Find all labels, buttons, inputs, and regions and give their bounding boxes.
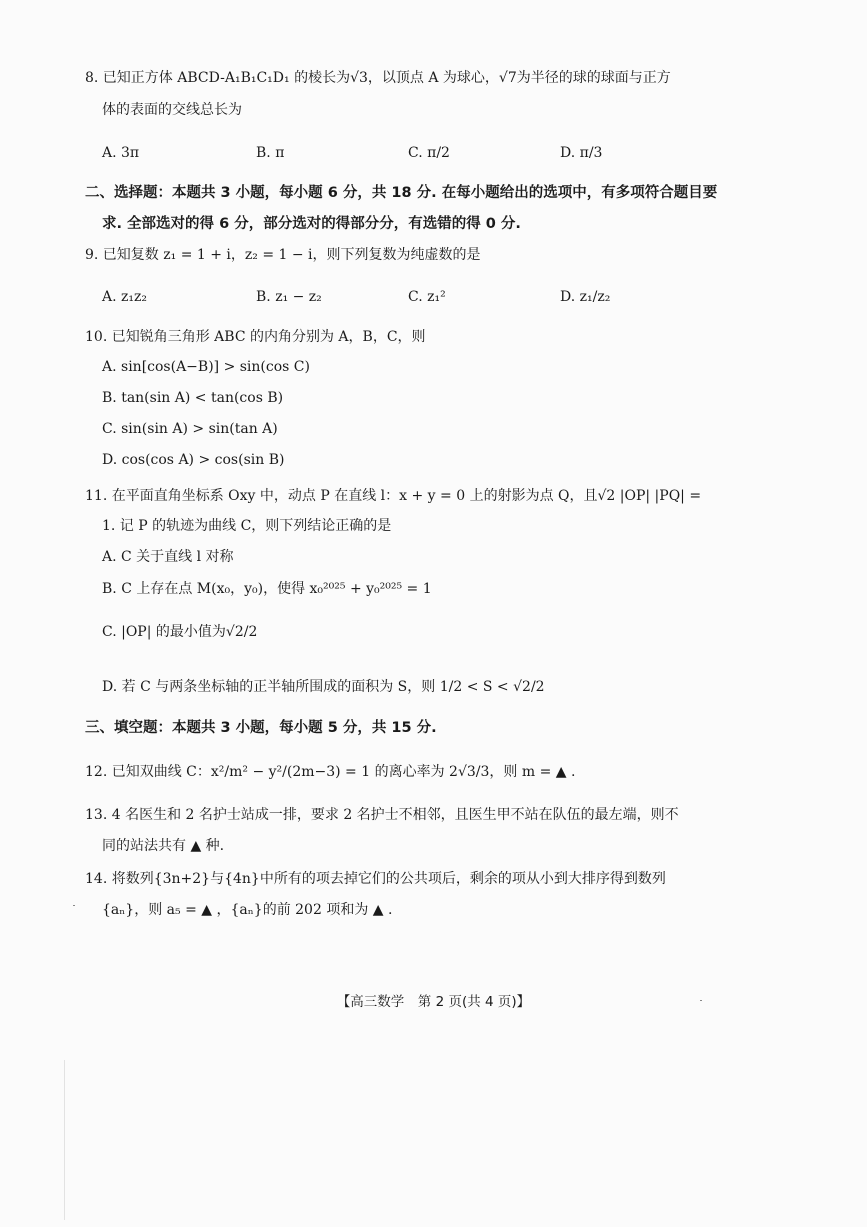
q10-option-a: A. sin[cos(A−B)] > sin(cos C) <box>102 359 310 375</box>
section3-heading: 三、填空题：本题共 3 小题，每小题 5 分，共 15 分. <box>85 720 437 736</box>
q13-stem-line1: 13. 4 名医生和 2 名护士站成一排，要求 2 名护士不相邻，且医生甲不站在队伍的最左端，则不 <box>85 807 679 823</box>
q12-stem: 12. 已知双曲线 C：x²/m² − y²/(2m−3) = 1 的离心率为 2√3/3，则 m = ▲ . <box>85 764 576 780</box>
q10-option-d: D. cos(cos A) > cos(sin B) <box>102 452 285 468</box>
section2-heading-line1: 二、选择题：本题共 3 小题，每小题 6 分，共 18 分. 在每小题给出的选项中，有多项符合题目要 <box>85 185 718 201</box>
q8-option-c: C. π/2 <box>408 145 450 161</box>
q14-stem-line2: {aₙ}，则 a₅ = ▲ ，{aₙ}的前 202 项和为 ▲ . <box>102 902 393 918</box>
q8-stem-line2: 体的表面的交线总长为 <box>102 102 242 118</box>
q11-option-c: C. |OP| 的最小值为√2/2 <box>102 624 258 640</box>
q8-option-a: A. 3π <box>102 145 140 161</box>
q8-option-b: B. π <box>256 145 285 161</box>
scan-speck <box>73 905 75 906</box>
q10-option-b: B. tan(sin A) < tan(cos B) <box>102 390 284 406</box>
section2-heading-line2: 求. 全部选对的得 6 分，部分选对的得部分分，有选错的得 0 分. <box>102 216 521 232</box>
scan-margin-line <box>64 1060 65 1220</box>
q14-stem-line1: 14. 将数列{3n+2}与{4n}中所有的项去掉它们的公共项后，剩余的项从小到大排序得到数列 <box>85 871 666 887</box>
q9-option-b: B. z₁ − z₂ <box>256 289 322 305</box>
q11-stem-line1: 11. 在平面直角坐标系 Oxy 中，动点 P 在直线 l：x + y = 0 上的射影为点 Q，且√2 |OP| |PQ| = <box>85 488 702 504</box>
q13-stem-line2: 同的站法共有 ▲ 种. <box>102 838 225 854</box>
q11-option-b: B. C 上存在点 M(x₀，y₀)，使得 x₀²⁰²⁵ + y₀²⁰²⁵ = 1 <box>102 581 432 597</box>
scan-speck <box>700 1000 702 1001</box>
q10-stem: 10. 已知锐角三角形 ABC 的内角分别为 A，B，C，则 <box>85 329 426 345</box>
q9-option-c: C. z₁² <box>408 289 446 305</box>
page-footer: 【高三数学 第 2 页(共 4 页)】 <box>336 994 531 1010</box>
q11-option-a: A. C 关于直线 l 对称 <box>102 549 234 565</box>
q9-option-d: D. z₁/z₂ <box>560 289 611 305</box>
q8-stem-line1: 8. 已知正方体 ABCD-A₁B₁C₁D₁ 的棱长为√3，以顶点 A 为球心，√7为半径的球的球面与正方 <box>85 70 671 86</box>
q9-stem: 9. 已知复数 z₁ = 1 + i，z₂ = 1 − i，则下列复数为纯虚数的是 <box>85 247 481 263</box>
q10-option-c: C. sin(sin A) > sin(tan A) <box>102 421 278 437</box>
q11-stem-line2: 1. 记 P 的轨迹为曲线 C，则下列结论正确的是 <box>102 518 392 534</box>
q9-option-a: A. z₁z₂ <box>102 289 147 305</box>
q8-option-d: D. π/3 <box>560 145 603 161</box>
q11-option-d: D. 若 C 与两条坐标轴的正半轴所围成的面积为 S，则 1/2 < S < √2/2 <box>102 679 545 695</box>
